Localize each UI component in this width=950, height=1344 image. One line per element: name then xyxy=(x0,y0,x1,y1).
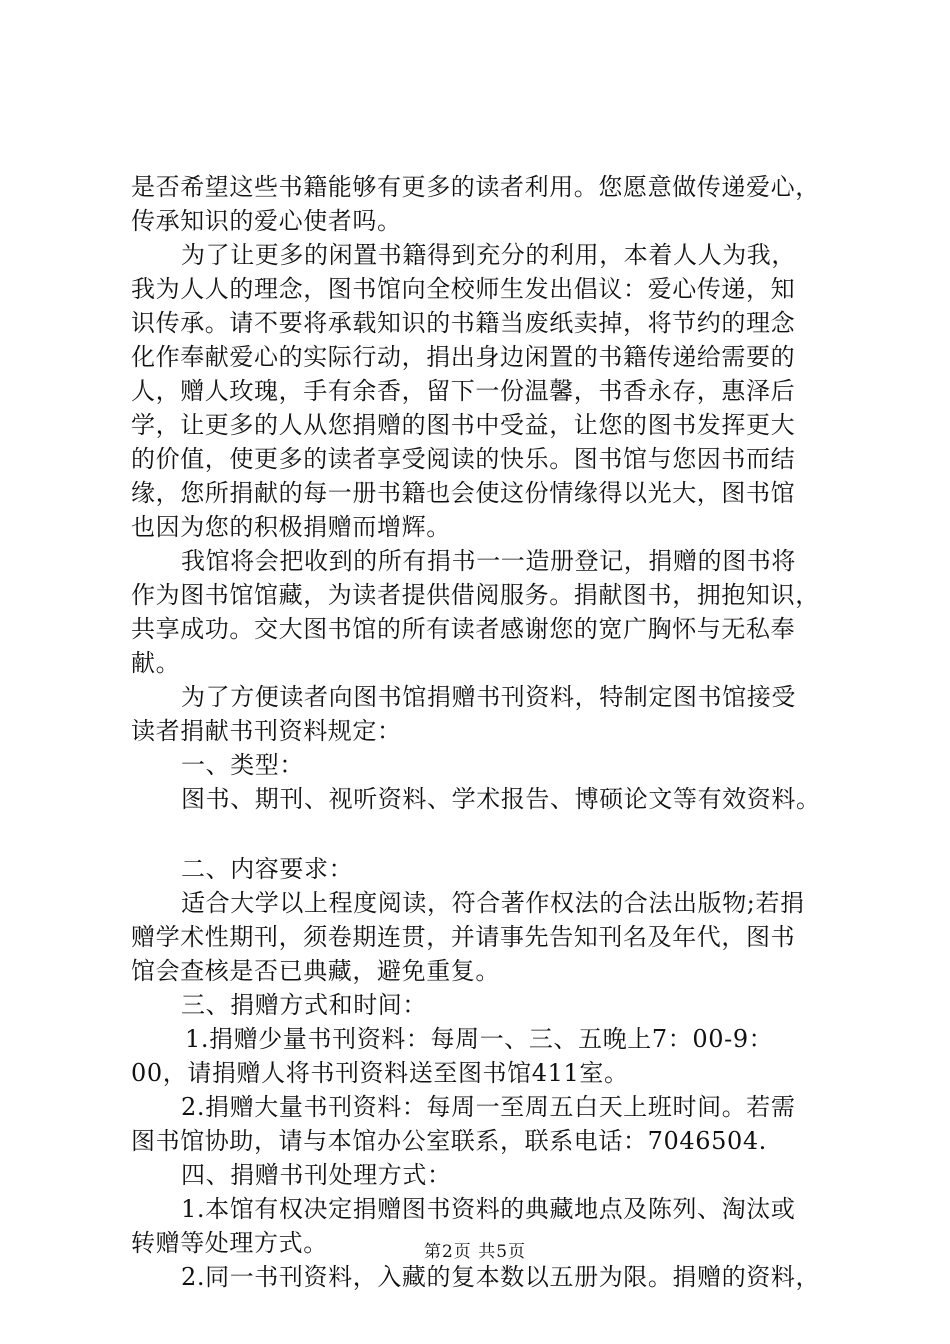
section-heading: 二、内容要求： xyxy=(181,855,354,883)
text-line: 缘，您所捐献的每一册书籍也会使这份情缘得以光大，图书馆 xyxy=(131,479,796,507)
text-line: 我为人人的理念，图书馆向全校师生发出倡议：爱心传递，知 xyxy=(131,275,796,303)
text-line: 共享成功。交大图书馆的所有读者感谢您的宽广胸怀与无私奉 xyxy=(131,615,796,643)
text-line: 也因为您的积极捐赠而增辉。 xyxy=(131,513,451,541)
section-heading: 四、捐赠书刊处理方式： xyxy=(181,1161,452,1189)
paragraph-start: 图书、期刊、视听资料、学术报告、博硕论文等有效资料。 xyxy=(181,785,821,813)
paragraph-start: 我馆将会把收到的所有捐书一一造册登记，捐赠的图书将 xyxy=(181,547,796,575)
text-line: 人，赠人玫瑰，手有余香，留下一份温馨，书香永存，惠泽后 xyxy=(131,377,796,405)
document-body xyxy=(131,170,841,1294)
text-line: 传承知识的爱心使者吗。 xyxy=(131,207,402,235)
blank-line xyxy=(131,816,841,852)
text-line: 是否希望这些书籍能够有更多的读者利用。您愿意做传递爱心， xyxy=(131,173,820,201)
text-line: 赠学术性期刊，须卷期连贯，并请事先告知刊名及年代，图书 xyxy=(131,923,796,951)
list-item: 1.捐赠少量书刊资料：每周一、三、五晚上7：00-9： xyxy=(185,1025,774,1053)
text-line: 献。 xyxy=(131,649,181,677)
list-item: 1.本馆有权决定捐赠图书资料的典藏地点及陈列、淘汰或 xyxy=(181,1195,796,1223)
text-line: 馆会查核是否已典藏，避免重复。 xyxy=(131,957,500,985)
paragraph-start: 为了方便读者向图书馆捐赠书刊资料，特制定图书馆接受 xyxy=(181,683,796,711)
text-line: 识传承。请不要将承载知识的书籍当废纸卖掉，将节约的理念 xyxy=(131,309,796,337)
page-number-footer: 第2页 共5页 xyxy=(423,1242,527,1262)
paragraph-start: 为了让更多的闲置书籍得到充分的利用，本着人人为我， xyxy=(181,241,796,269)
text-line: 作为图书馆馆藏，为读者提供借阅服务。捐献图书，拥抱知识， xyxy=(131,581,820,609)
paragraph-start: 适合大学以上程度阅读，符合著作权法的合法出版物;若捐 xyxy=(181,889,805,917)
list-item: 2.捐赠大量书刊资料：每周一至周五白天上班时间。若需 xyxy=(181,1093,796,1121)
text-line: 学，让更多的人从您捐赠的图书中受益，让您的图书发挥更大 xyxy=(131,411,796,439)
section-heading: 一、类型： xyxy=(181,751,304,779)
list-item: 2.同一书刊资料，入藏的复本数以五册为限。捐赠的资料， xyxy=(181,1263,821,1291)
text-line: 的价值，使更多的读者享受阅读的快乐。图书馆与您因书而结 xyxy=(131,445,796,473)
section-heading: 三、捐赠方式和时间： xyxy=(181,991,427,1019)
text-line: 化作奉献爱心的实际行动，捐出身边闲置的书籍传递给需要的 xyxy=(131,343,796,371)
text-line: 读者捐献书刊资料规定： xyxy=(131,717,402,745)
text-line: 图书馆协助，请与本馆办公室联系，联系电话：7046504. xyxy=(131,1127,767,1155)
text-line: 00，请捐赠人将书刊资料送至图书馆411室。 xyxy=(131,1059,629,1087)
text-line: 转赠等处理方式。 xyxy=(131,1229,328,1257)
